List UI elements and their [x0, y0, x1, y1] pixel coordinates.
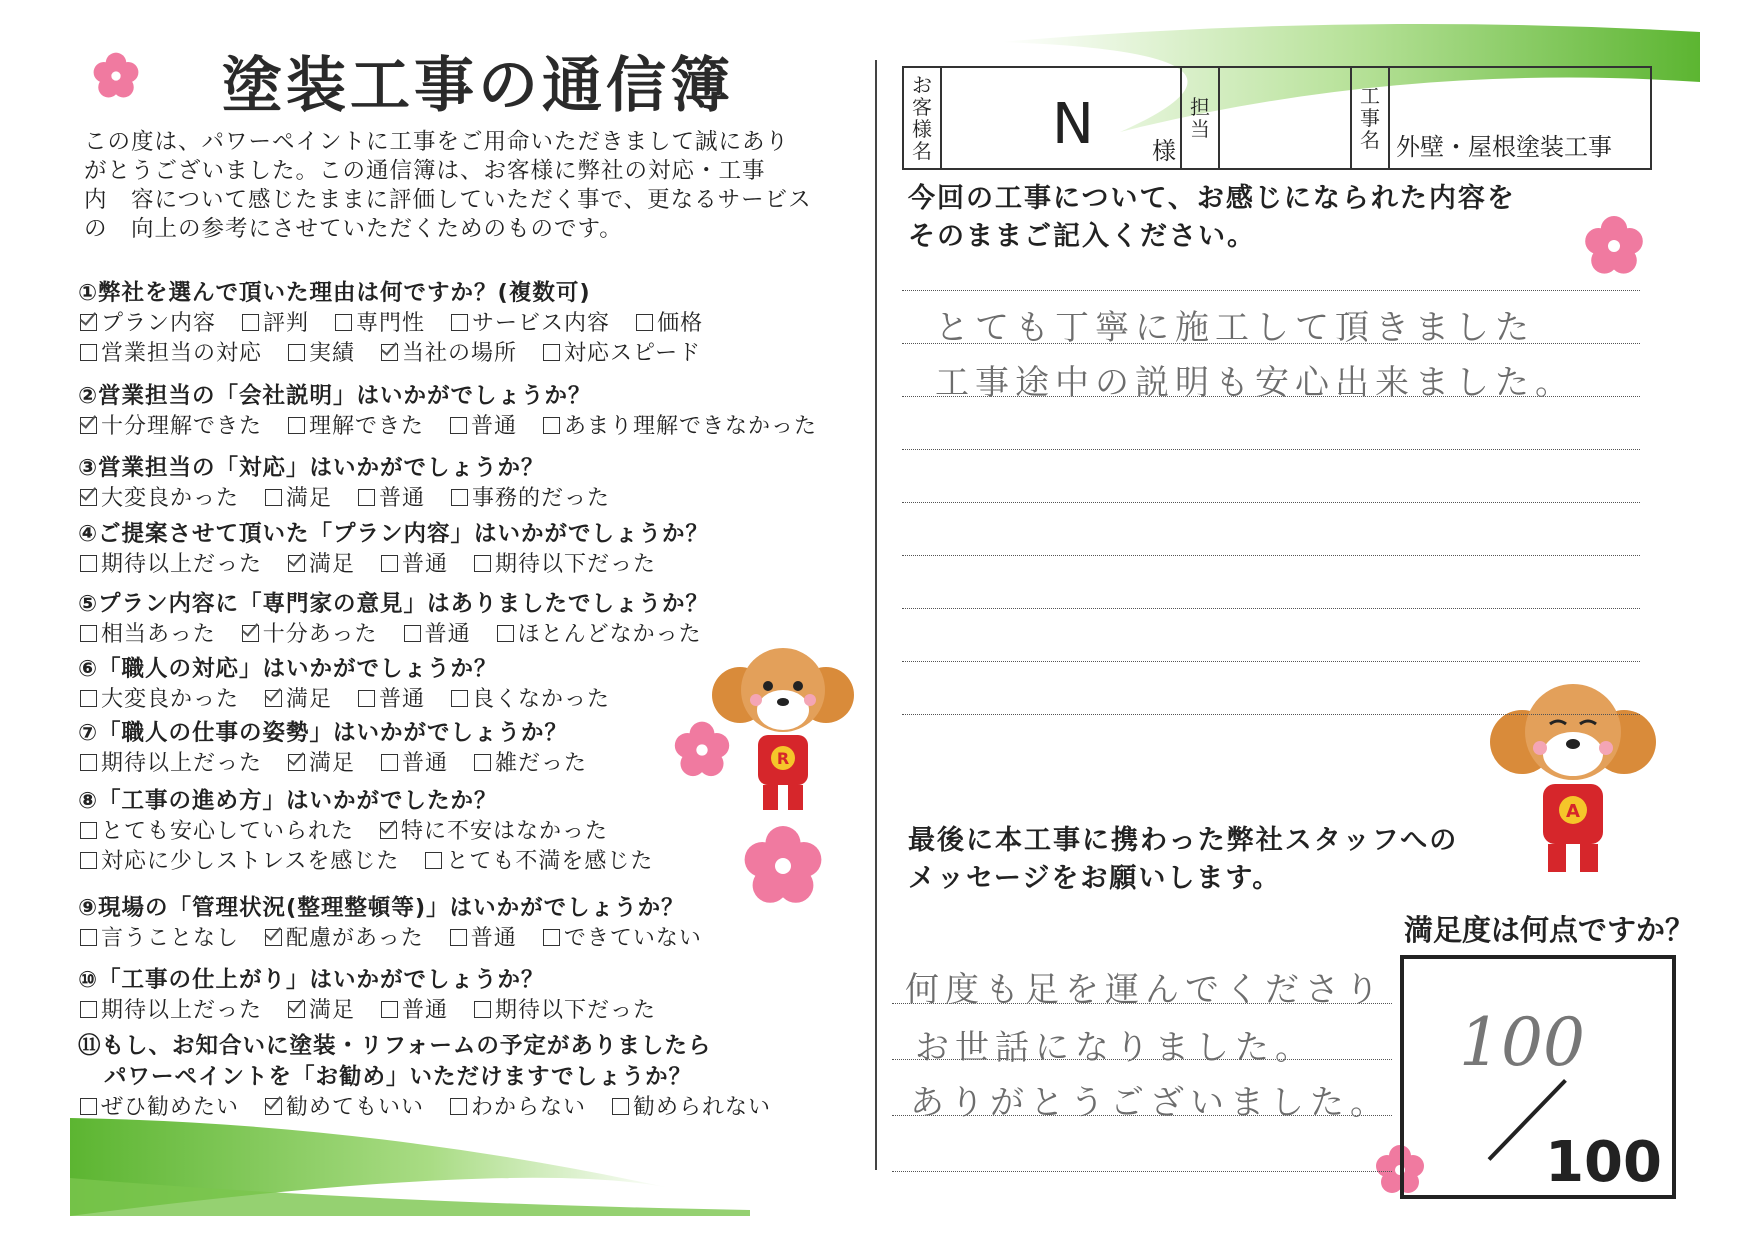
checkbox-unchecked[interactable]	[381, 754, 398, 771]
checkbox-unchecked[interactable]	[451, 489, 468, 506]
answer-option[interactable]	[80, 409, 262, 440]
honorific: 様	[1152, 137, 1176, 165]
answer-option[interactable]	[451, 306, 610, 337]
mascot-dog-icon	[708, 640, 858, 820]
checkbox-unchecked[interactable]	[358, 690, 375, 707]
checkbox-unchecked[interactable]	[404, 625, 421, 642]
answer-option[interactable]	[242, 306, 309, 337]
handwritten-message: ありがとうございました。	[910, 1083, 1390, 1123]
option-label: できていない	[563, 926, 702, 951]
option-label: ぜひ勧めたい	[101, 1095, 240, 1120]
customer-name-cell	[941, 67, 1181, 169]
option-label: 期待以下だった	[495, 998, 657, 1023]
checkbox-unchecked[interactable]	[474, 555, 491, 572]
message-prompt-line: メッセージをお願いします。	[908, 863, 1282, 894]
question-text: ⑪もし、お知合いに塗装・リフォームの予定がありましたら	[78, 1033, 712, 1059]
intro-line: の 向上の参考にさせていただくためのものです。	[84, 216, 623, 242]
answer-option[interactable]	[381, 993, 448, 1024]
checkbox-checked[interactable]	[288, 555, 305, 572]
answer-option[interactable]	[450, 1090, 586, 1121]
answer-option[interactable]	[80, 993, 262, 1024]
answer-options	[80, 336, 727, 367]
max-score: 100	[1545, 1130, 1662, 1195]
question-text: ③営業担当の「対応」はいかがでしょうか？	[78, 455, 545, 481]
checkbox-checked[interactable]	[288, 754, 305, 771]
answer-option[interactable]	[474, 746, 587, 777]
option-label: 十分理解できた	[101, 414, 263, 439]
checkbox-unchecked[interactable]	[80, 1001, 97, 1018]
impression-prompt	[908, 180, 1516, 256]
checkbox-unchecked[interactable]	[358, 489, 375, 506]
option-label: 勧めてもいい	[286, 1095, 425, 1120]
answer-option[interactable]	[381, 336, 517, 367]
answer-option[interactable]	[288, 746, 355, 777]
option-label: 普通	[379, 687, 426, 712]
question-text: ②営業担当の「会社説明」はいかがでしょうか？	[78, 383, 592, 409]
checkbox-checked[interactable]	[265, 929, 282, 946]
option-label: 普通	[471, 414, 518, 439]
impression-prompt-line: そのままご記入ください。	[908, 221, 1256, 252]
option-label: 勧められない	[633, 1095, 772, 1120]
question-text: ①弊社を選んで頂いた理由は何ですか？(複数可)	[78, 280, 591, 306]
checkbox-unchecked[interactable]	[80, 822, 97, 839]
option-label: プラン内容	[101, 311, 217, 336]
checkbox-unchecked[interactable]	[80, 344, 97, 361]
answer-option[interactable]	[80, 1090, 239, 1121]
option-label: 特に不安はなかった	[401, 819, 609, 844]
answer-option[interactable]	[497, 617, 702, 648]
question-text: パワーペイントを「お勧め」いただけますでしょうか？	[104, 1064, 693, 1090]
checkbox-unchecked[interactable]	[80, 929, 97, 946]
answer-options	[80, 844, 679, 875]
option-label: 大変良かった	[101, 486, 240, 511]
work-cell	[1389, 67, 1651, 169]
checkbox-checked[interactable]	[242, 625, 259, 642]
writing-line	[902, 714, 1640, 715]
svg-text:A: A	[1566, 801, 1580, 822]
checkbox-unchecked[interactable]	[450, 929, 467, 946]
answer-option[interactable]	[80, 306, 216, 337]
answer-option[interactable]	[612, 1090, 771, 1121]
question-text: ⑥「職人の対応」はいかがでしょうか？	[78, 656, 498, 682]
answer-option[interactable]	[80, 746, 262, 777]
option-label: 普通	[402, 552, 449, 577]
handwritten-message: お世話になりました。	[915, 1028, 1315, 1068]
answer-options	[80, 921, 728, 952]
option-label: とても不満を感じた	[446, 849, 654, 874]
checkbox-unchecked[interactable]	[80, 625, 97, 642]
option-label: 期待以上だった	[101, 751, 263, 776]
answer-options	[80, 547, 682, 578]
option-label: サービス内容	[472, 311, 611, 336]
option-label: 対応スピード	[564, 341, 702, 366]
answer-option[interactable]	[451, 481, 610, 512]
answer-option[interactable]	[636, 306, 703, 337]
message-prompt	[908, 822, 1458, 898]
answer-option[interactable]	[543, 921, 702, 952]
writing-line	[902, 661, 1640, 662]
checkbox-unchecked[interactable]	[612, 1098, 629, 1115]
option-label: 大変良かった	[101, 687, 240, 712]
intro-line: がとうございました。この通信簿は、お客様に弊社の対応・工事	[84, 158, 766, 184]
option-label: 満足	[286, 687, 333, 712]
option-label: 普通	[379, 486, 426, 511]
checkbox-unchecked[interactable]	[288, 344, 305, 361]
customer-name-label: お客様名	[903, 67, 941, 169]
checkbox-unchecked[interactable]	[80, 852, 97, 869]
checkbox-checked[interactable]	[80, 314, 97, 331]
answer-option[interactable]	[404, 617, 471, 648]
answer-options	[80, 746, 613, 777]
option-label: 雑だった	[495, 751, 588, 776]
option-label: 満足	[309, 998, 356, 1023]
answer-option[interactable]	[265, 921, 424, 952]
checkbox-checked[interactable]	[381, 344, 398, 361]
checkbox-unchecked[interactable]	[451, 314, 468, 331]
answer-option[interactable]	[425, 844, 653, 875]
checkbox-unchecked[interactable]	[425, 852, 442, 869]
answer-option[interactable]	[381, 547, 448, 578]
answer-option[interactable]	[288, 409, 424, 440]
answer-option[interactable]	[474, 993, 656, 1024]
option-label: 十分あった	[262, 622, 378, 647]
option-label: 期待以上だった	[101, 998, 263, 1023]
answer-option[interactable]	[450, 409, 517, 440]
option-label: わからない	[471, 1095, 587, 1120]
option-label: 価格	[657, 311, 704, 336]
satisfaction-question: 満足度は何点ですか？	[1404, 913, 1695, 947]
question-text: ⑧「工事の進め方」はいかがでしたか？	[78, 788, 498, 814]
answer-option[interactable]	[80, 844, 399, 875]
handwritten-answer: とても丁寧に施工して頂きました	[935, 308, 1535, 348]
checkbox-checked[interactable]	[80, 417, 97, 434]
sakura-flower-icon	[735, 818, 831, 914]
answer-option[interactable]	[265, 682, 332, 713]
option-label: 相当あった	[101, 622, 216, 647]
checkbox-unchecked[interactable]	[451, 690, 468, 707]
answer-options	[80, 409, 843, 440]
staff-label: 担当	[1181, 67, 1219, 169]
checkbox-checked[interactable]	[265, 690, 282, 707]
option-label: 期待以上だった	[101, 552, 263, 577]
answer-option[interactable]	[335, 306, 425, 337]
writing-line	[902, 290, 1640, 291]
option-label: 普通	[424, 622, 471, 647]
answer-option[interactable]	[358, 481, 425, 512]
option-label: 満足	[309, 552, 356, 577]
writing-line	[902, 449, 1640, 450]
customer-info-table	[902, 66, 1652, 170]
checkbox-unchecked[interactable]	[636, 314, 653, 331]
checkbox-unchecked[interactable]	[80, 754, 97, 771]
checkbox-checked[interactable]	[80, 489, 97, 506]
handwritten-score: 100	[1459, 1004, 1585, 1081]
checkbox-checked[interactable]	[288, 1001, 305, 1018]
work-label: 工事名	[1351, 67, 1389, 169]
customer-name: N	[1052, 92, 1094, 157]
option-label: あまり理解できなかった	[564, 414, 818, 439]
checkbox-unchecked[interactable]	[265, 489, 282, 506]
answer-option[interactable]	[80, 481, 239, 512]
checkbox-unchecked[interactable]	[80, 690, 97, 707]
work-name: 外壁・屋根塗装工事	[1396, 133, 1612, 161]
option-label: 配慮があった	[286, 926, 424, 951]
option-label: 営業担当の対応	[101, 341, 263, 366]
option-label: 実績	[309, 341, 356, 366]
writing-line	[902, 555, 1640, 556]
checkbox-unchecked[interactable]	[543, 344, 560, 361]
answer-option[interactable]	[288, 993, 355, 1024]
checkbox-unchecked[interactable]	[80, 555, 97, 572]
answer-option[interactable]	[80, 617, 216, 648]
mascot-dog-icon	[1488, 672, 1658, 882]
answer-option[interactable]	[474, 547, 656, 578]
option-label: 良くなかった	[472, 687, 611, 712]
question-text: ⑩「工事の仕上がり」はいかがでしょうか？	[78, 967, 545, 993]
checkbox-unchecked[interactable]	[450, 1098, 467, 1115]
answer-option[interactable]	[265, 1090, 424, 1121]
answer-option[interactable]	[242, 617, 378, 648]
answer-option[interactable]	[543, 409, 817, 440]
answer-option[interactable]	[381, 746, 448, 777]
writing-line	[902, 608, 1640, 609]
checkbox-unchecked[interactable]	[381, 555, 398, 572]
handwritten-answer: 工事途中の説明も安心出来ました。	[935, 363, 1575, 403]
question-text: ④ご提案させて頂いた「プラン内容」はいかがでしょうか？	[78, 521, 710, 547]
satisfaction-score-box	[1400, 955, 1676, 1199]
green-swoosh-bottom	[70, 1118, 750, 1216]
page-title: 塗装工事の通信簿	[222, 51, 734, 121]
answer-options	[80, 306, 729, 337]
message-prompt-line: 最後に本工事に携わった弊社スタッフへの	[908, 825, 1459, 856]
checkbox-unchecked[interactable]	[450, 417, 467, 434]
checkbox-unchecked[interactable]	[497, 625, 514, 642]
option-label: 普通	[402, 998, 449, 1023]
column-divider	[875, 60, 877, 1170]
option-label: 評判	[263, 311, 310, 336]
question-text: ⑦「職人の仕事の姿勢」はいかがでしょうか？	[78, 720, 569, 746]
answer-option[interactable]	[80, 336, 262, 367]
checkbox-unchecked[interactable]	[474, 1001, 491, 1018]
answer-option[interactable]	[288, 336, 355, 367]
svg-text:R: R	[776, 749, 790, 768]
intro-line: 内 容について感じたままに評価していただく事で、更なるサービス	[84, 187, 812, 213]
handwritten-message: 何度も足を運んでくださり	[905, 970, 1385, 1010]
option-label: 専門性	[356, 311, 426, 336]
sakura-flower-icon	[88, 48, 144, 104]
writing-line	[892, 1171, 1392, 1172]
answer-option[interactable]	[543, 336, 701, 367]
option-label: 満足	[309, 751, 356, 776]
answer-option[interactable]	[450, 921, 517, 952]
option-label: 事務的だった	[472, 486, 611, 511]
intro-line: この度は、パワーペイントに工事をご用命いただきまして誠にあり	[84, 129, 790, 155]
answer-options	[80, 1090, 797, 1121]
answer-option[interactable]	[80, 921, 239, 952]
option-label: 当社の場所	[402, 341, 518, 366]
answer-option[interactable]	[80, 547, 262, 578]
impression-prompt-line: 今回の工事について、お感じになられた内容を	[908, 183, 1516, 214]
option-label: ほとんどなかった	[517, 622, 702, 647]
option-label: 普通	[402, 751, 449, 776]
answer-option[interactable]	[80, 682, 239, 713]
checkbox-unchecked[interactable]	[474, 754, 491, 771]
option-label: 理解できた	[309, 414, 425, 439]
writing-line	[902, 502, 1640, 503]
option-label: とても安心していられた	[101, 819, 355, 844]
checkbox-unchecked[interactable]	[288, 417, 305, 434]
answer-option[interactable]	[451, 682, 610, 713]
checkbox-unchecked[interactable]	[335, 314, 352, 331]
staff-value	[1219, 67, 1351, 169]
answer-option[interactable]	[380, 814, 608, 845]
option-label: 期待以下だった	[495, 552, 657, 577]
checkbox-unchecked[interactable]	[543, 929, 560, 946]
answer-options	[80, 814, 634, 845]
checkbox-unchecked[interactable]	[543, 417, 560, 434]
question-text: ⑤プラン内容に「専門家の意見」はありましたでしょうか？	[78, 591, 710, 617]
option-label: 対応に少しストレスを感じた	[101, 849, 400, 874]
answer-option[interactable]	[80, 814, 354, 845]
answer-option[interactable]	[265, 481, 332, 512]
answer-options	[80, 682, 636, 713]
answer-options	[80, 993, 682, 1024]
answer-options	[80, 617, 728, 648]
checkbox-unchecked[interactable]	[80, 1098, 97, 1115]
checkbox-unchecked[interactable]	[381, 1001, 398, 1018]
question-text: ⑨現場の「管理状況(整理整頓等)」はいかがでしょうか？	[78, 895, 685, 921]
option-label: 満足	[286, 486, 333, 511]
option-label: 普通	[470, 926, 517, 951]
option-label: 言うことなし	[101, 926, 240, 951]
checkbox-unchecked[interactable]	[242, 314, 259, 331]
answer-option[interactable]	[288, 547, 355, 578]
answer-option[interactable]	[358, 682, 425, 713]
sakura-flower-icon	[1578, 210, 1650, 282]
intro-text	[84, 128, 844, 244]
answer-options	[80, 481, 636, 512]
checkbox-checked[interactable]	[265, 1098, 282, 1115]
checkbox-checked[interactable]	[380, 822, 397, 839]
